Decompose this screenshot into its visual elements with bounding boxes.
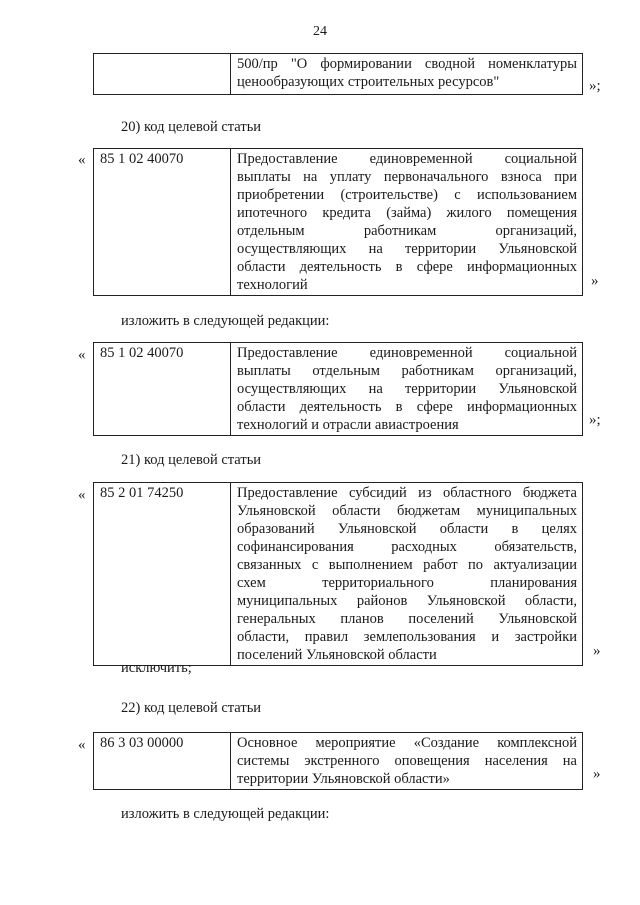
code-cell: 85 1 02 40070 <box>94 149 231 296</box>
desc-line: муниципальных районов Ульяновской области, <box>237 593 577 609</box>
code-cell: 86 3 03 00000 <box>94 733 231 790</box>
desc-line: Ульяновской области бюджетам муниципальных <box>237 503 577 519</box>
desc-line: технологий <box>237 277 308 293</box>
desc-line: поселений Ульяновской области <box>237 647 437 663</box>
closing-quote: » <box>591 273 599 289</box>
description-cell <box>231 343 583 436</box>
desc-line: осуществляющих на территории Ульяновской <box>237 381 577 397</box>
desc-line: софинансирования расходных обязательств, <box>237 539 577 555</box>
code-cell <box>94 54 231 95</box>
budget-row-table <box>93 53 583 95</box>
desc-line: области деятельность в сфере информационных <box>237 399 577 415</box>
desc-line: системы экстренного оповещения населения на <box>237 753 577 769</box>
closing-quote: »; <box>589 78 601 94</box>
desc-line: отдельным работникам организаций, <box>237 223 577 239</box>
desc-line: Основное мероприятие «Создание комплексной <box>237 735 577 751</box>
desc-line: генеральных планов поселений Ульяновской <box>237 611 577 627</box>
desc-line: связанных с выполнением работ по актуализации <box>237 557 577 573</box>
desc-line: Предоставление единовременной социальной <box>237 151 577 167</box>
item-heading: 20) код целевой статьи <box>121 119 262 135</box>
desc-line: Предоставление субсидий из областного бюджета <box>237 485 577 501</box>
page-number: 24 <box>313 24 327 39</box>
desc-line: территории Ульяновской области» <box>237 771 450 787</box>
closing-quote: »; <box>589 412 601 428</box>
desc-line: Предоставление единовременной социальной <box>237 345 577 361</box>
desc-line: осуществляющих на территории Ульяновской <box>237 241 577 257</box>
budget-row-table <box>93 732 583 790</box>
closing-quote: » <box>593 643 601 659</box>
closing-quote: » <box>593 766 601 782</box>
instruction-text: исключить; <box>121 660 192 676</box>
opening-quote: « <box>78 152 86 168</box>
description-cell <box>231 483 583 666</box>
description-cell <box>231 733 583 790</box>
budget-row-table <box>93 342 583 436</box>
desc-line: образований Ульяновской области в целях <box>237 521 577 537</box>
description-cell <box>231 149 583 296</box>
opening-quote: « <box>78 737 86 753</box>
desc-line: выплаты отдельным работникам организаций, <box>237 363 577 379</box>
desc-line: области деятельность в сфере информационных <box>237 259 577 275</box>
description-cell <box>231 54 583 95</box>
instruction-text: изложить в следующей редакции: <box>121 313 330 329</box>
budget-row-table <box>93 148 583 296</box>
item-heading: 21) код целевой статьи <box>121 452 262 468</box>
desc-line: ценообразующих строительных ресурсов" <box>237 74 500 90</box>
opening-quote: « <box>78 487 86 503</box>
desc-line: 500/пр "О формировании сводной номенклатуры <box>237 56 577 72</box>
desc-line: приобретении (строительстве) с использованием <box>237 187 577 203</box>
code-cell: 85 1 02 40070 <box>94 343 231 436</box>
desc-line: схем территориального планирования <box>237 575 577 591</box>
desc-line: ипотечного кредита (займа) жилого помещения <box>237 205 577 221</box>
desc-line: технологий и отрасли авиастроения <box>237 417 459 433</box>
budget-row-table <box>93 482 583 666</box>
desc-line: выплаты на уплату первоначального взноса при <box>237 169 577 185</box>
code-cell: 85 2 01 74250 <box>94 483 231 666</box>
instruction-text: изложить в следующей редакции: <box>121 806 330 822</box>
item-heading: 22) код целевой статьи <box>121 700 262 716</box>
opening-quote: « <box>78 347 86 363</box>
desc-line: области, правил землепользования и застройки <box>237 629 577 645</box>
